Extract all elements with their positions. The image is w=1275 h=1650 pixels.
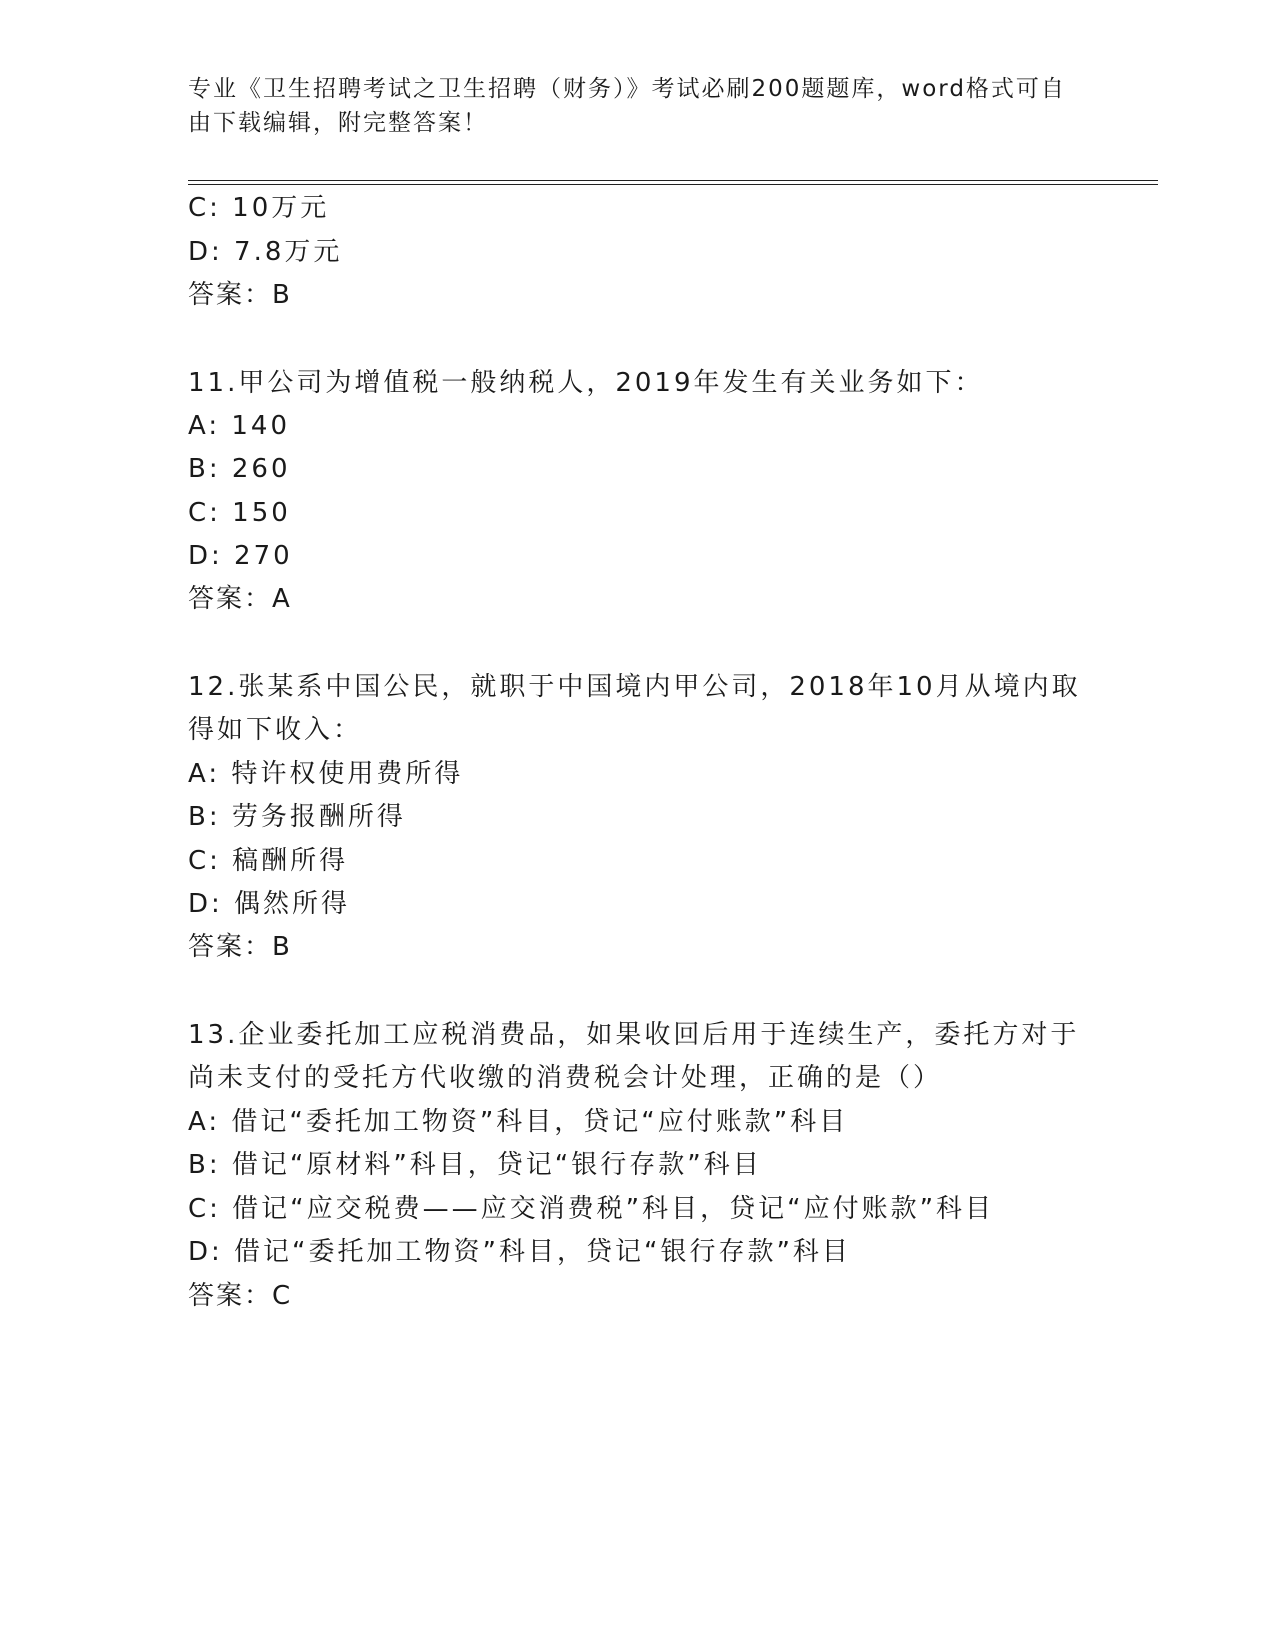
- header-line-2: 由下载编辑，附完整答案！: [188, 110, 488, 136]
- question-12-stem-line-2: 得如下收入：: [188, 715, 363, 745]
- header-divider: [188, 180, 1158, 181]
- question-11-option-b: B: 260: [188, 454, 291, 484]
- question-13-option-c: C: 借记“应交税费——应交消费税”科目，贷记“应付账款”科目: [188, 1194, 995, 1224]
- question-13-option-d: D: 借记“委托加工物资”科目，贷记“银行存款”科目: [188, 1237, 851, 1267]
- option-d: D: 7.8万元: [188, 237, 343, 267]
- header-line-1: 专业《卫生招聘考试之卫生招聘（财务）》考试必刷200题题库，word格式可自: [188, 76, 1066, 102]
- question-11-stem: 11.甲公司为增值税一般纳税人，2019年发生有关业务如下：: [188, 368, 984, 398]
- header-divider-second: [188, 184, 1158, 185]
- question-11-option-c: C: 150: [188, 498, 291, 528]
- option-c: C: 10万元: [188, 193, 330, 223]
- question-13-stem-line-1: 13.企业委托加工应税消费品，如果收回后用于连续生产，委托方对于: [188, 1020, 1080, 1050]
- question-13-answer: 答案：C: [188, 1281, 293, 1311]
- question-13-option-a: A: 借记“委托加工物资”科目，贷记“应付账款”科目: [188, 1107, 849, 1137]
- document-header: [188, 72, 1068, 140]
- question-12-option-a: A: 特许权使用费所得: [188, 759, 464, 789]
- question-13-option-b: B: 借记“原材料”科目，贷记“银行存款”科目: [188, 1150, 762, 1180]
- question-11-answer: 答案：A: [188, 584, 292, 614]
- question-11-option-a: A: 140: [188, 411, 290, 441]
- question-12-option-d: D: 偶然所得: [188, 889, 351, 919]
- question-13-stem-line-2: 尚未支付的受托方代收缴的消费税会计处理，正确的是（）: [188, 1063, 943, 1093]
- question-12-stem-line-1: 12.张某系中国公民，就职于中国境内甲公司，2018年10月从境内取: [188, 672, 1081, 702]
- question-12-answer: 答案：B: [188, 932, 292, 962]
- question-11-option-d: D: 270: [188, 541, 293, 571]
- question-12-option-b: B: 劳务报酬所得: [188, 802, 406, 832]
- question-12-option-c: C: 稿酬所得: [188, 846, 349, 876]
- answer-line: 答案：B: [188, 280, 292, 310]
